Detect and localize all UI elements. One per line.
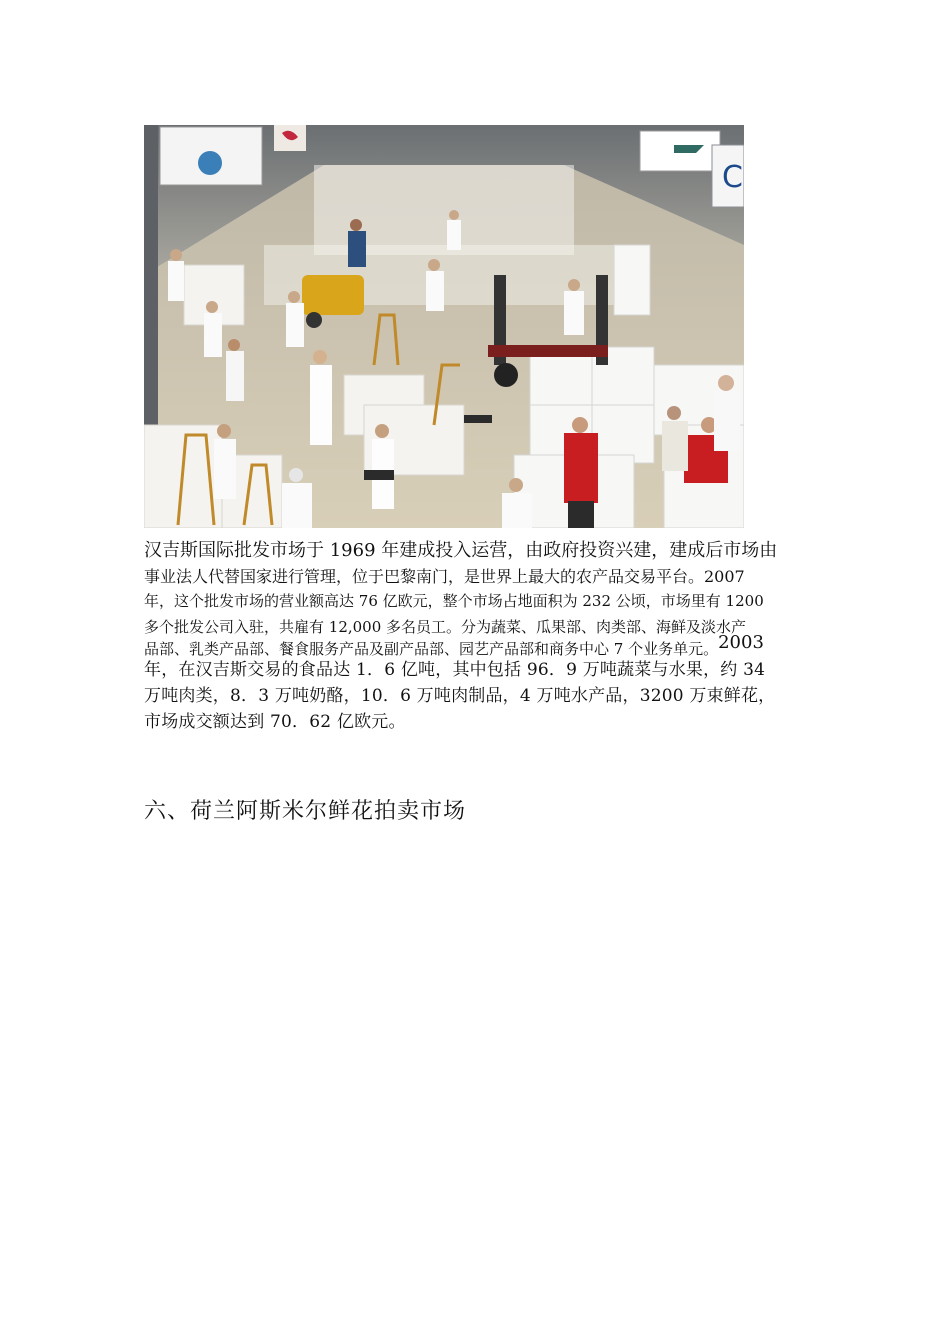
paragraph-line: 事业法人代替国家进行管理，位于巴黎南门，是世界上最大的农产品交易平台。2007	[144, 566, 745, 586]
paragraph-line: 年，在汉吉斯交易的食品达 1．6 亿吨，其中包括 96．9 万吨蔬菜与水果，约 34	[144, 660, 766, 681]
paragraph-line: 万吨肉类，8．3 万吨奶酪，10．6 万吨肉制品，4 万吨水产品，3200 万束鲜花，	[144, 685, 776, 706]
section-heading: 六、荷兰阿斯米尔鲜花拍卖市场	[144, 799, 467, 824]
market-description-paragraph	[144, 538, 812, 735]
paragraph-line: 年，这个批发市场的营业额高达 76 亿欧元，整个市场占地面积为 232 公顷，市场里有 1200	[144, 592, 764, 611]
paragraph-line: 多个批发公司入驻，共雇有 12,000 多名员工。分为蔬菜、瓜果部、肉类部、海鲜及淡水产	[144, 617, 747, 636]
svg-text:C: C	[722, 160, 743, 195]
paragraph-line-part: 品部、乳类产品部、餐食服务产品及副产品部、园艺产品部和商务中心 7 个业务单元。	[144, 640, 719, 659]
market-hall-photo	[144, 125, 744, 528]
paragraph-line	[144, 632, 812, 659]
paragraph-line: 汉吉斯国际批发市场于 1969 年建成投入运营，由政府投资兴建，建成后市场由	[144, 540, 778, 561]
market-hall-illustration	[144, 125, 744, 528]
paragraph-year: 2003	[718, 632, 764, 654]
paragraph-line: 市场成交额达到 70．62 亿欧元。	[144, 711, 406, 732]
